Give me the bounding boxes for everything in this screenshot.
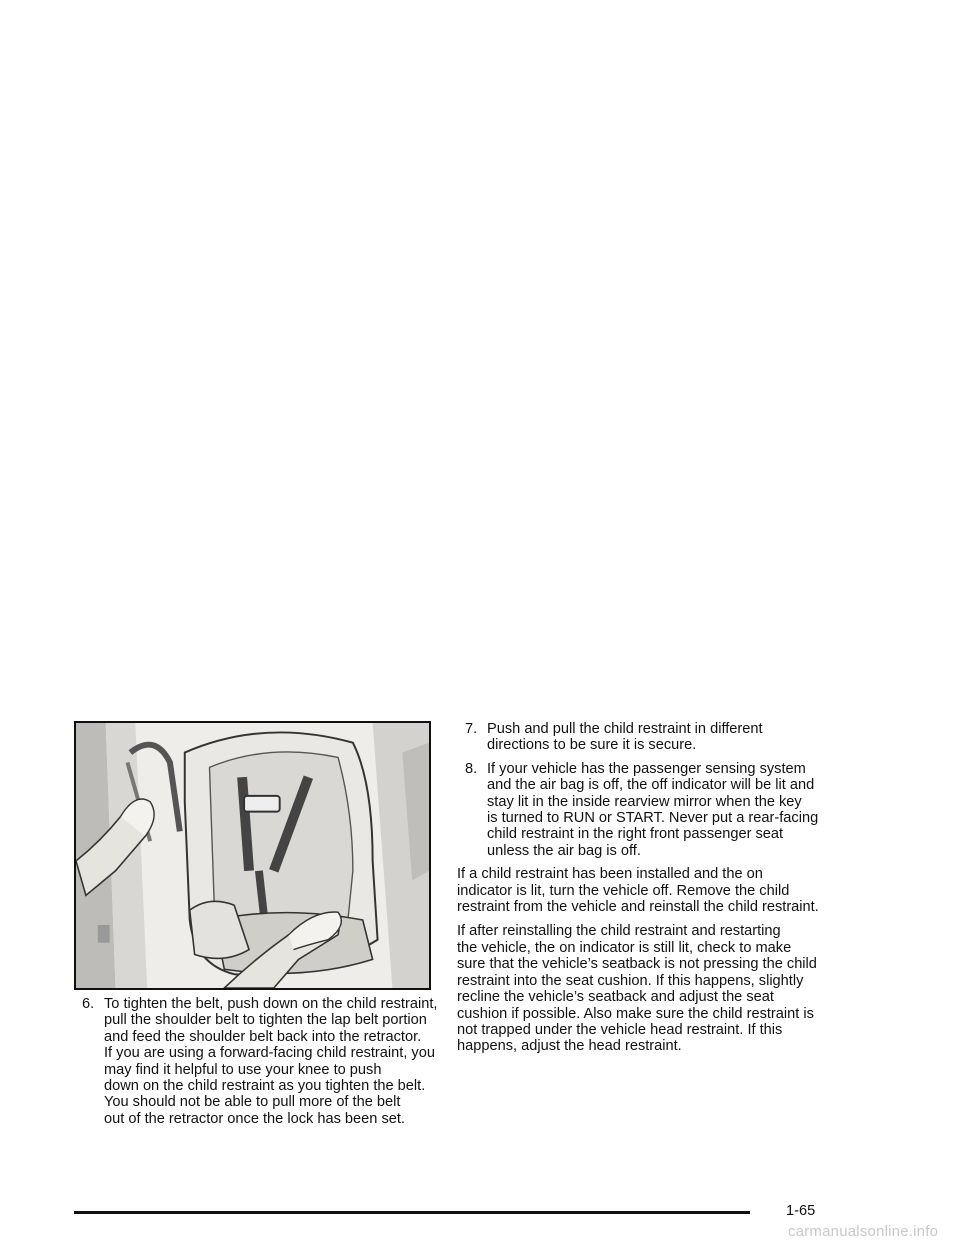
text-line: and the air bag is off, the off indicator will be lit and: [487, 777, 815, 794]
step-number: 6.: [82, 996, 95, 1012]
text-line: To tighten the belt, push down on the child restraint,: [104, 996, 438, 1012]
text-line: down on the child restraint as you tighten the belt.: [104, 1078, 426, 1095]
text-line: recline the vehicle’s seatback and adjust the seat: [457, 989, 774, 1006]
text-line: If after reinstalling the child restraint and restarting: [457, 923, 781, 940]
text-line: may find it helpful to use your knee to push: [104, 1061, 382, 1078]
step-6: [74, 996, 444, 1127]
text-line: restraint into the seat cushion. If this happens, slightly: [457, 972, 804, 989]
text-line: pull the shoulder belt to tighten the lap belt portion: [104, 1012, 427, 1029]
step-number: 7.: [465, 721, 478, 737]
child-restraint-illustration: [74, 721, 431, 990]
paragraph-after-reinstalling: [457, 923, 829, 1054]
text-line: If your vehicle has the passenger sensing system: [487, 760, 806, 777]
step-8: [457, 761, 829, 859]
text-line: is turned to RUN or START. Never put a rear-facing: [487, 810, 819, 827]
step-7: [457, 721, 829, 754]
text-line: directions to be sure it is secure.: [487, 737, 697, 754]
page-number: 1-65: [786, 1203, 816, 1219]
text-line: Push and pull the child restraint in different: [487, 721, 763, 737]
text-line: stay lit in the inside rearview mirror when the key: [487, 793, 802, 810]
text-line: If a child restraint has been installed and the on: [457, 866, 763, 883]
text-line: the vehicle, the on indicator is still lit, check to make: [457, 939, 792, 956]
footer-rule: [74, 1211, 750, 1214]
text-line: child restraint in the right front passenger seat: [487, 826, 784, 843]
text-line: You should not be able to pull more of the belt: [104, 1094, 401, 1111]
text-line: cushion if possible. Also make sure the child restraint is: [457, 1005, 814, 1022]
right-column: [457, 721, 829, 1063]
text-line: not trapped under the vehicle head restraint. If this: [457, 1021, 783, 1038]
text-line: unless the air bag is off.: [487, 842, 641, 859]
paragraph-on-indicator-lit: [457, 866, 829, 915]
text-line: If you are using a forward-facing child restraint, you: [104, 1045, 435, 1062]
watermark: carmanualsonline.info: [788, 1223, 939, 1240]
step-text: [104, 996, 444, 1127]
text-line: restraint from the vehicle and reinstall the child restraint.: [457, 899, 819, 916]
text-line: out of the retractor once the lock has been set.: [104, 1110, 405, 1127]
child-restraint-tightening-icon: [76, 723, 429, 988]
text-line: sure that the vehicle’s seatback is not pressing the child: [457, 956, 817, 973]
step-text: [487, 761, 829, 859]
text-line: happens, adjust the head restraint.: [457, 1038, 682, 1055]
step-number: 8.: [465, 760, 478, 777]
left-column: [74, 996, 444, 1134]
text-line: and feed the shoulder belt back into the retractor.: [104, 1028, 422, 1045]
text-line: indicator is lit, turn the vehicle off. Remove the child: [457, 882, 790, 899]
step-text: [487, 721, 829, 754]
